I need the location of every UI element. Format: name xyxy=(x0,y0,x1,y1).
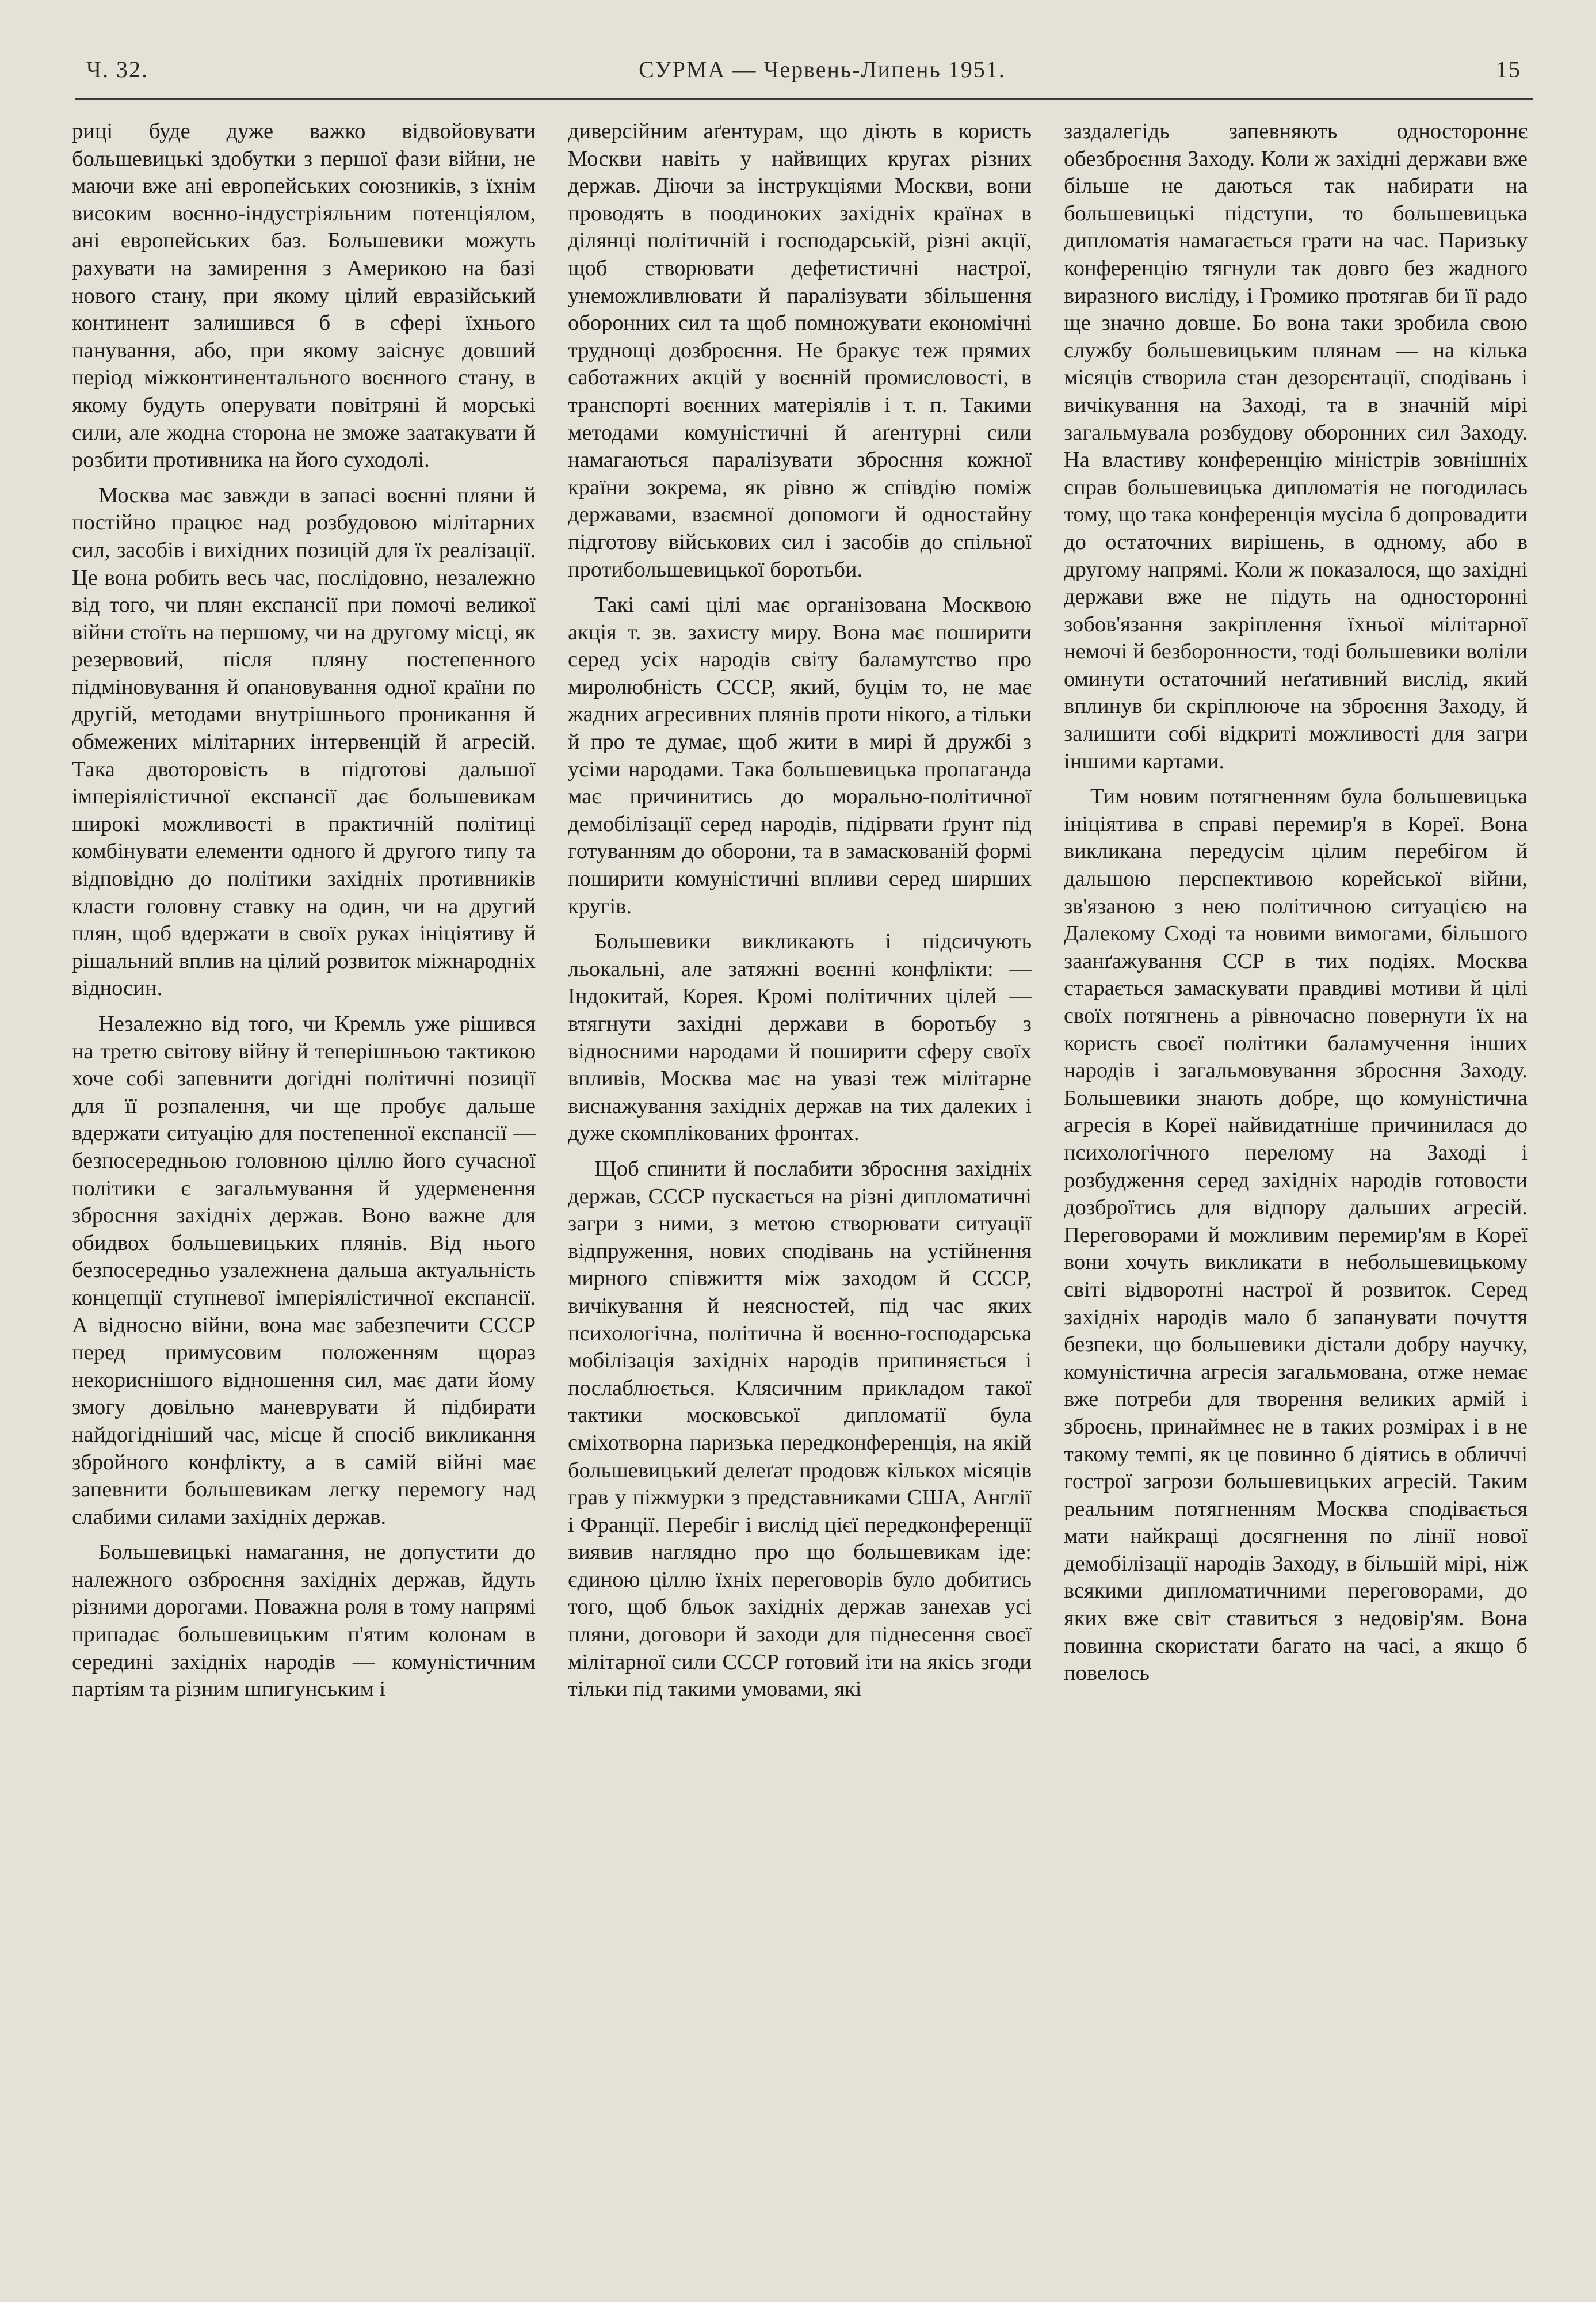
column-2 xyxy=(568,118,1032,2259)
paragraph: Тим новим потягненням була большевицька ініціятива в справі перемир'я в Кореї. Вона викликана передусім цілим перебігом й дальшою перспективою корейської війни, зв'язаною з нею політичною ситуацією на Далекому Сході та новими вимогами, більшого заанґажування ССР в тих подіях. Москва старається замаскувати правдиві мотиви й цілі своїх потягнень а рівночасно повернути їх на користь своєї політики баламучення інших народів і загальмовування збросння Заходу. Большевики знають добре, що комуністична агресія в Кореї найвидатніше причинилася до психологічного перелому на Заході і розбудження серед західніх народів готовости дозброїтись для відпору дальших агресій. Переговорами й можливим перемир'ям в Кореї вони хочуть викликати в небольшевицькому світі відворотні настрої й розвиток. Серед західніх народів мало б запанувати почуття безпеки, що большевики дістали добру научку, комуністична агресія загальмована, отже немає вже потреби для творення великих армій і зброєнь, принаймнеє не в таких розмірах і в не такому темпі, як це повинно б діятись в обличчі гострої загрози большевицьких агресій. Таким реальним потягненням Москва сподівається мати найкращі досягнення по лінії нової демобілізації народів Заходу, в більшій мірі, ніж всякими дипломатичними переговорами, до яких вже світ ставиться з недовір'ям. Вона повинна скористати багато на часі, а якщо б повелось xyxy=(1064,784,1528,1686)
issue-number: Ч. 32. xyxy=(86,56,148,82)
column-1 xyxy=(72,118,536,2259)
publication-title: СУРМА — Червень-Липень 1951. xyxy=(639,56,1006,82)
paragraph: Большевицькі намагання, не допустити до належного озброєння західніх держав, йдуть різними дорогами. Поважна роля в тому напрямі припадає большевицьким п'ятим колонам в середині західніх народів — комуністичним партіям та різним шпигунським і xyxy=(72,1540,536,1702)
paragraph: заздалегідь запевняють одностороннє обезброєння Заходу. Коли ж західні держави вже більше не даються так набирати на большевицькі підступи, то большевицька дипломатія намагається грати на час. Паризьку конференцію тягнули так довго без жадного виразного висліду, і Громико протягав би її радо ще значно довше. Бо вона таки зробила свою службу большевицьким плянам — на кілька місяців створила стан дезорєнтації, сподівань і вичікування на Заході, та в значній мірі загальмувала розбудову оборонних сил Заходу. На властиву конференцію міністрів зовнішніх справ большевицька дипломатія не погодилась тому, що така конференція мусіла б допровадити до остаточних вирішень, в одному, або в другому напрямі. Коли ж показалося, що західні держави вже не підуть на односторонні зобов'язання закріплення їхньої мілітарної немочі й безборонности, тоді большевики воліли оминути остаточний неґативний вислід, який вплинув би скріплююче на зброєння Заходу, й залишити собі відкриті можливості для загри іншими картами. xyxy=(1064,119,1528,773)
paragraph: диверсійним аґентурам, що діють в користь Москви навіть у найвищих кругах різних держав. Діючи за інструкціями Москви, вони проводять в поодиноких західніх країнах в ділянці політичній і господарській, різні акції, щоб створювати дефетистичні настрої, унеможливлювати й паралізувати збільшення оборонних сил та щоб помножувати економічні труднощі дозброєння. Не бракує теж прямих саботажних акцій у воєнній промисловості, в транспорті воєнних матеріялів і т. п. Такими методами комуністичні й аґентурні сили намагаються паралізувати збросння кожної країни зокрема, як рівно ж співдію поміж державами, взаємної допомоги й одностайну підготову військових сил і засобів до спільної протибольшевицької боротьби. xyxy=(568,119,1032,582)
paragraph: Незалежно від того, чи Кремль уже рішився на третю світову війну й теперішньою тактикою хоче собі запевнити догідні політичні позиції для її розпалення, чи ще пробує дальше вдержати ситуацію для постепенної експансії — безпосередньою головною ціллю його сучасної політики є загальмування й удерменення збросння західніх держав. Воно важне для обидвох большевицьких плянів. Від нього безпосередньо узалежнена дальша актуальність концепції ступневої імперіялістичної експансії. А відносно війни, вона має забезпечити СССР перед примусовим положенням щораз некориснішого відношення сил, має дати йому змогу довільно маневрувати й підбирати найдогідніший час, місце й спосіб викликання збройного конфлікту, а в самій війні має запевнити большевикам легку перемогу над слабими силами західніх держав. xyxy=(72,1012,536,1529)
page-number: 15 xyxy=(1496,56,1521,82)
page-header xyxy=(86,43,1521,95)
column-3 xyxy=(1064,118,1528,2259)
paragraph: Большевики викликають і підсичують льокальні, але затяжні воєнні конфлікти: — Індокитай, Корея. Кромі політичних цілей — втягнути західні держави в боротьбу з відносними народами й поширити сферу своїх впливів, Москва має на увазі теж мілітарне виснажування західніх держав на тих далеких і дуже скомплікованих фронтах. xyxy=(568,929,1032,1146)
paragraph: риці буде дуже важко відвойовувати большевицькі здобутки з першої фази війни, не маючи вже ані европейських союзників, з їхнім високим воєнно-індустріяльним потенціялом, ані европейських баз. Большевики можуть рахувати на замирення з Америкою на базі нового стану, при якому цілий евразійський континент залишився б в сфері їхнього панування, або, при якому заіснує довший період міжконтинентального воєнного стану, в якому будуть оперувати повітряні й морські сили, але жодна сторона не зможе заатакувати й розбити противника на його суходолі. xyxy=(72,119,536,472)
paragraph: Такі самі цілі має організована Москвою акція т. зв. захисту миру. Вона має поширити серед усіх народів світу баламутство про миролюбність СССР, який, буцім то, не має жадних агресивних плянів проти нікого, а тільки й про те думає, щоб жити в мирі й дружбі з усіми народами. Така большевицька пропаганда має причинитись до морально-політичної демобілізації серед народів, підірвати ґрунт під готуванням до оборони, та в замаскованій формі поширити комуністичні впливи серед ширших кругів. xyxy=(568,593,1032,918)
header-rule xyxy=(75,98,1533,100)
paragraph: Щоб спинити й послабити збросння західніх держав, СССР пускається на різні дипломатичні загри з ними, з метою створювати ситуації відпруження, нових сподівань на устійнення мирного співжиття між заходом й СССР, вичікування й неясностей, під час яких психологічна, політична й воєнно-господарська мобілізація західніх народів припиняється і послаблюється. Клясичним прикладом такої тактики московської дипломатії була сміхотворна паризька передконференція, на якій большевицький делеґат продовж кількох місяців грав у піжмурки з представниками США, Англії і Франції. Перебіг і вислід цієї передконференції виявив наглядно про що большевикам іде: єдиною ціллю їхніх переговорів було добитись того, щоб бльок західніх держав занехав усі пляни, договори й заходи для піднесення своєї мілітарної сили СССР готовий іти на якісь згоди тільки під такими умовами, які xyxy=(568,1156,1032,1702)
paragraph: Москва має завжди в запасі воєнні пляни й постійно працює над розбудовою мілітарних сил, засобів і вихідних позицій для їх реалізації. Це вона робить весь час, послідовно, незалежно від того, чи плян експансії при помочі великої війни стоїть на першому, чи на другому місці, як резервовий, після пляну постепенного підміновування й опановування одної країни по другій, методами внутрішнього проникання й обмежених мілітарних інтервенцій й агресій. Така двоторовість в підготові дальшої імперіялістичної експансії дає большевикам широкі можливості в практичній політиці комбінувати елементи одного й другого типу та відповідно до політики західніх противників класти головну ставку на один, чи на другий плян, щоб вдержати в своїх руках ініціятиву й рішальний вплив на цілий розвиток міжнародніх відносин. xyxy=(72,483,536,1001)
article-columns xyxy=(72,118,1528,2259)
